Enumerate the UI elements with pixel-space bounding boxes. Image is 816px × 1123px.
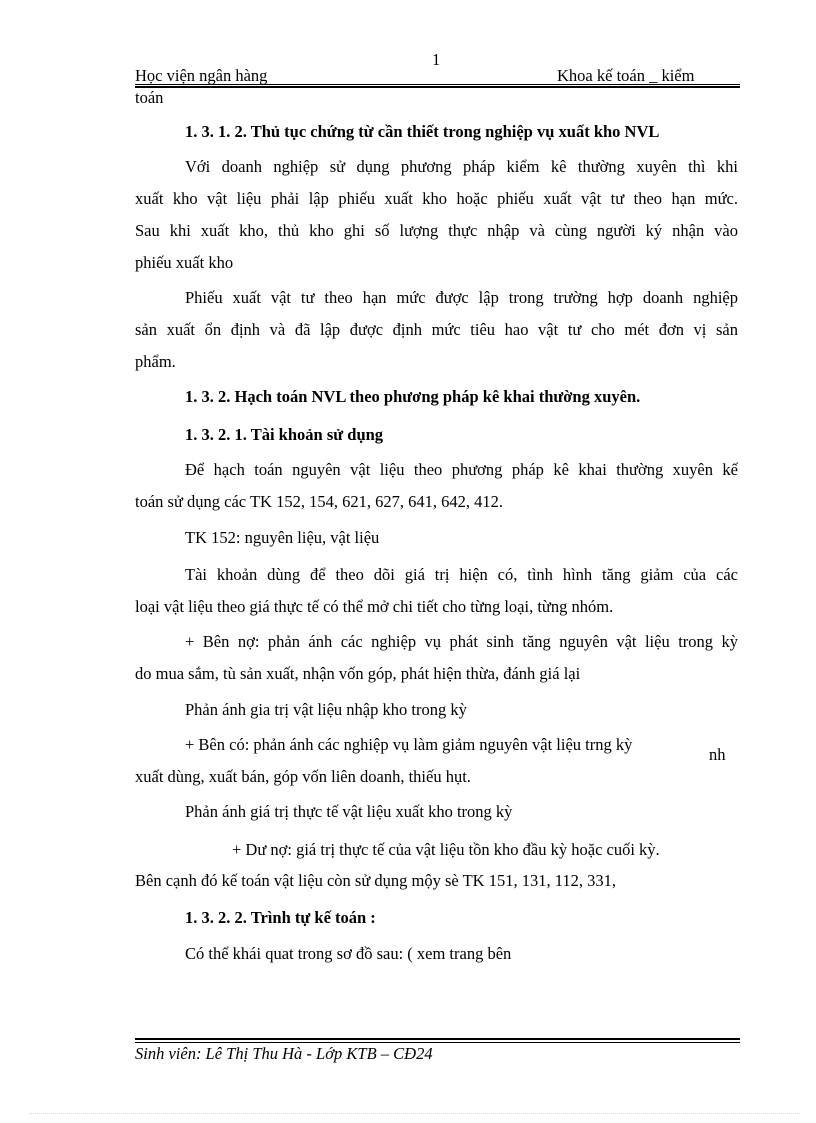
paragraph-line: phẩm. — [135, 352, 176, 371]
paragraph-line: + Dư nợ: giá trị thực tế của vật liệu tồn kho đầu kỳ hoặc cuối kỳ. — [232, 840, 660, 859]
paragraph-line: sản xuất ổn định và đã lập được định mức tiêu hao vật tư cho mét đơn vị sản — [135, 320, 738, 339]
paragraph-line: phiếu xuất kho — [135, 253, 234, 272]
paragraph-line: loại vật liệu theo giá thực tế có thể mở chi tiết cho từng loại, từng nhóm. — [135, 597, 614, 616]
page-number: 1 — [432, 50, 441, 69]
paragraph-line: Phản ánh giá trị thực tế vật liệu xuất kho trong kỳ — [185, 802, 513, 821]
heading-1-3-2: 1. 3. 2. Hạch toán NVL theo phương pháp kê khai thường xuyên. — [185, 387, 641, 406]
footer-rule-thin — [135, 1042, 740, 1043]
heading-1-3-2-1: 1. 3. 2. 1. Tài khoản sử dụng — [185, 425, 384, 444]
paragraph-line: xuất kho vật liệu phải lập phiếu xuất kho hoặc phiếu xuất vật tư theo hạn mức. — [135, 189, 738, 208]
paragraph-line: Có thể khái quat trong sơ đồ sau: ( xem trang bên — [185, 944, 512, 963]
paragraph-line: Phản ánh gia trị vật liệu nhập kho trong kỳ — [185, 700, 467, 719]
header-wrap: toán — [135, 88, 164, 107]
heading-1-3-1-2: 1. 3. 1. 2. Thủ tục chứng từ cần thiết trong nghiệp vụ xuất kho NVL — [185, 122, 660, 141]
paragraph-line: TK 152: nguyên liệu, vật liệu — [185, 528, 380, 547]
header-rule-thick — [135, 86, 740, 88]
page-edge-divider — [30, 1113, 800, 1114]
heading-1-3-2-2: 1. 3. 2. 2. Trình tự kế toán : — [185, 908, 376, 927]
header-rule-thin — [135, 84, 740, 85]
paragraph-line: + Bên nợ: phản ánh các nghiệp vụ phát sinh tăng nguyên vật liệu trong kỳ — [185, 632, 738, 651]
paragraph-line: + Bên có: phản ánh các nghiệp vụ làm giảm nguyên vật liệu trng kỳ — [185, 735, 633, 754]
paragraph-line: xuất dùng, xuất bán, góp vốn liên doanh, thiếu hụt. — [135, 767, 471, 786]
paragraph-fragment: nh — [709, 745, 726, 764]
footer-rule-thick — [135, 1038, 740, 1040]
paragraph-line: do mua sắm, tù sản xuất, nhận vốn góp, phát hiện thừa, đánh giá lại — [135, 664, 581, 683]
header-left: Học viện ngân hàng — [135, 66, 268, 85]
paragraph-line: Phiếu xuất vật tư theo hạn mức được lập trong trường hợp doanh nghiệp — [185, 288, 738, 307]
paragraph-line: Để hạch toán nguyên vật liệu theo phương pháp kê khai thường xuyên kế — [185, 460, 738, 479]
paragraph-line: Tài khoản dùng để theo dõi giá trị hiện có, tình hình tăng giảm của các — [185, 565, 738, 584]
paragraph-line: toán sử dụng các TK 152, 154, 621, 627, 641, 642, 412. — [135, 492, 503, 511]
paragraph-line: Sau khi xuất kho, thủ kho ghi số lượng thực nhập và cùng người ký nhận vào — [135, 221, 738, 240]
paragraph-line: Bên cạnh đó kế toán vật liệu còn sử dụng mộy sè TK 151, 131, 112, 331, — [135, 871, 616, 890]
paragraph-line: Với doanh nghiệp sử dụng phương pháp kiểm kê thường xuyên thì khi — [185, 157, 738, 176]
header-right: Khoa kế toán _ kiểm — [557, 66, 695, 85]
footer-student: Sinh viên: Lê Thị Thu Hà - Lớp KTB – CĐ24 — [135, 1044, 433, 1063]
